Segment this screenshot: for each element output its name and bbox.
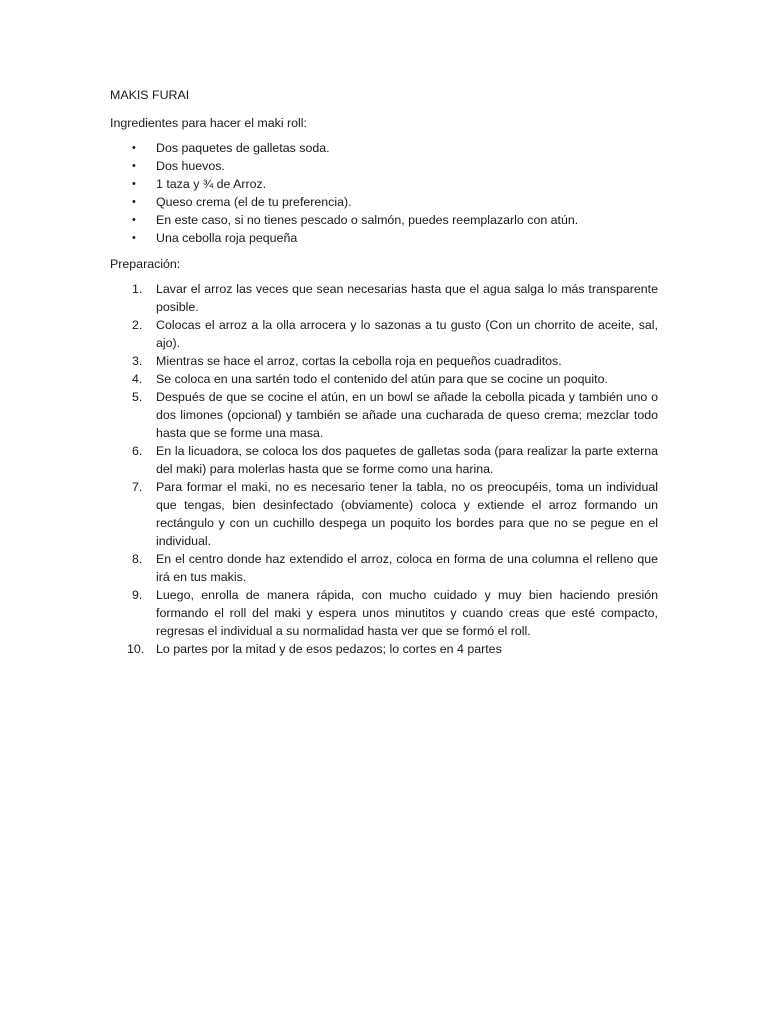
step-text: Después de que se cocine el atún, en un bowl se añade la cebolla picada y también uno o dos limones (opcional) y también se añade una cucharada de queso crema; mezclar todo hasta que se forme una masa. bbox=[156, 390, 658, 440]
step-text: Lavar el arroz las veces que sean necesarias hasta que el agua salga lo más transparente posible. bbox=[156, 282, 658, 314]
bullet-icon: • bbox=[132, 178, 136, 190]
ingredient-item bbox=[110, 175, 658, 193]
step-item bbox=[110, 550, 658, 586]
step-text: Se coloca en una sartén todo el contenido del atún para que se cocine un poquito. bbox=[156, 372, 608, 386]
ingredient-item bbox=[110, 229, 658, 247]
step-item bbox=[110, 352, 658, 370]
bullet-icon: • bbox=[132, 232, 136, 244]
step-text: Lo partes por la mitad y de esos pedazos; lo cortes en 4 partes bbox=[156, 642, 502, 656]
step-number: 10. bbox=[127, 642, 145, 656]
ingredient-item bbox=[110, 193, 658, 211]
step-item bbox=[110, 586, 658, 640]
preparation-heading: Preparación: bbox=[110, 257, 181, 271]
step-text: Para formar el maki, no es necesario tener la tabla, no os preocupéis, toma un individual que tengas, bien desinfectado (obviamente) coloca y extiende el arroz formando un rectángulo y con un cuchillo despega un poquito los bordes para que no se pegue en el individual. bbox=[156, 480, 658, 548]
step-number: 4. bbox=[132, 372, 143, 386]
ingredients-list bbox=[110, 139, 658, 247]
step-number: 8. bbox=[132, 552, 143, 566]
step-text: En la licuadora, se coloca los dos paquetes de galletas soda (para realizar la parte externa del maki) para molerlas hasta que se forme como una harina. bbox=[156, 444, 658, 476]
ingredients-heading: Ingredientes para hacer el maki roll: bbox=[110, 116, 307, 130]
step-item bbox=[110, 640, 658, 658]
step-text: Mientras se hace el arroz, cortas la cebolla roja en pequeños cuadraditos. bbox=[156, 354, 562, 368]
ingredient-item bbox=[110, 211, 658, 229]
step-item bbox=[110, 388, 658, 442]
bullet-icon: • bbox=[132, 160, 136, 172]
step-number: 6. bbox=[132, 444, 143, 458]
step-item bbox=[110, 442, 658, 478]
step-number: 5. bbox=[132, 390, 143, 404]
step-item bbox=[110, 370, 658, 388]
step-number: 3. bbox=[132, 354, 143, 368]
document-title: MAKIS FURAI bbox=[110, 88, 190, 102]
step-item bbox=[110, 316, 658, 352]
ingredient-text: Una cebolla roja pequeña bbox=[156, 231, 298, 245]
step-text: En el centro donde haz extendido el arroz, coloca en forma de una columna el relleno que irá en tus makis. bbox=[156, 552, 658, 584]
document-body bbox=[110, 86, 658, 658]
step-text: Colocas el arroz a la olla arrocera y lo sazonas a tu gusto (Con un chorrito de aceite, sal, ajo). bbox=[156, 318, 658, 350]
step-number: 7. bbox=[132, 480, 143, 494]
step-text: Luego, enrolla de manera rápida, con mucho cuidado y muy bien haciendo presión formando el roll del maki y espera unos minutitos y cuando creas que esté compacto, regresas el individual a su normalidad hasta ver que se formó el roll. bbox=[156, 588, 658, 638]
bullet-icon: • bbox=[132, 142, 136, 154]
ingredient-text: 1 taza y ¾ de Arroz. bbox=[156, 177, 267, 191]
step-item bbox=[110, 280, 658, 316]
ingredient-text: Dos paquetes de galletas soda. bbox=[156, 141, 330, 155]
ingredient-text: En este caso, si no tienes pescado o salmón, puedes reemplazarlo con atún. bbox=[156, 213, 579, 227]
bullet-icon: • bbox=[132, 196, 136, 208]
ingredient-item bbox=[110, 157, 658, 175]
step-number: 1. bbox=[132, 282, 143, 296]
ingredient-text: Dos huevos. bbox=[156, 159, 225, 173]
ingredient-item bbox=[110, 139, 658, 157]
ingredient-text: Queso crema (el de tu preferencia). bbox=[156, 195, 352, 209]
bullet-icon: • bbox=[132, 214, 136, 226]
step-item bbox=[110, 478, 658, 550]
step-number: 2. bbox=[132, 318, 143, 332]
preparation-steps bbox=[110, 280, 658, 658]
step-number: 9. bbox=[132, 588, 143, 602]
